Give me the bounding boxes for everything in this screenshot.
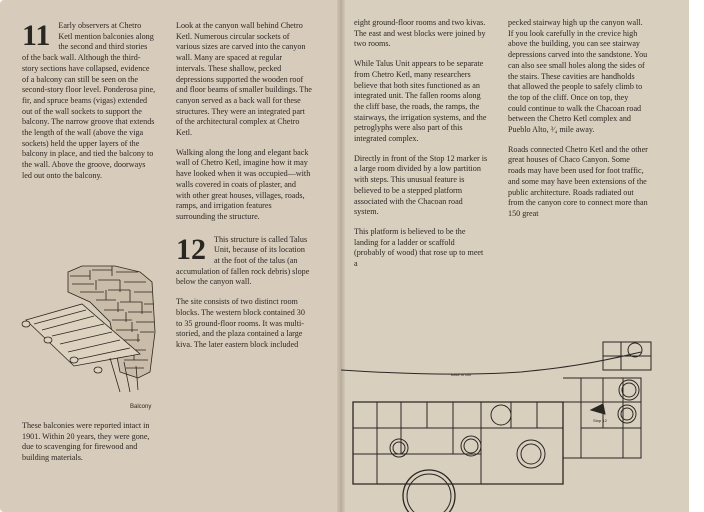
stop-12-map-label: Stop 12	[593, 418, 607, 423]
stop-12-intro	[176, 232, 312, 289]
stop-11-intro	[22, 21, 156, 182]
column-2	[176, 21, 312, 360]
stepped-platform-text: Directly in front of the Stop 12 marker is a large room divided by a low partition with steps. This unusual feature is believed to be a stepped platform associated with the Chacoan road system.	[354, 153, 488, 217]
column-1	[22, 21, 156, 191]
balconies-gone-text: These balconies were reported intact in 1901. Within 20 years, they were gone, due to scavenging for firewood and building materials.	[22, 421, 150, 463]
balcony-text: Early observers at Chetro Ketl mention balconies along the second and third stories of the back wall. Although the third-story sections have collapsed, evidence of a balcony can still be seen on the second-story floor level. Ponderosa pine, fir, and spruce beams (vigas) extended out of the wall sockets to support the balcony. The narrow groove that extends the length of the wall (above the viga sockets) held the upper layers of the balcony in place, and tied the balcony to the wall. Above the groove, doorways led out onto the balcony.	[22, 21, 156, 180]
column-3	[354, 18, 488, 279]
canyon-wall-text: Look at the canyon wall behind Chetro Ketl. Numerous circular sockets of various sizes are carved into the canyon wall. Many are spaced at regular intervals. These shallow, pecked depressions supported the wooden roof and floor beams of smaller buildings. The canyon served as a back wall for these structures. They were an integrated part of the architectural complex at Chetro Ketl.	[176, 21, 312, 138]
balcony-illustration	[20, 262, 160, 397]
back-wall-text: Walking along the long and elegant back wall of Chetro Ketl, imagine how it may have looked when it was occupied—with walls covered in coats of plaster, and with other great houses, villages, roads, ramps, and irrigation features surrounding the structure.	[176, 147, 311, 221]
column-4	[508, 18, 648, 229]
talus-unit-site-plan	[341, 318, 689, 512]
talus-unit-text: This structure is called Talus Unit, because of its location at the foot of the talus (an accumulation of fallen rock debris) slope below the canyon wall.	[176, 234, 310, 287]
balcony-caption: Balcony	[130, 404, 152, 410]
ladder-landing-text: This platform is believed to be the landing for a ladder or scaffold (probably of wood) that rose up to meet a	[354, 226, 484, 269]
page-edge	[689, 0, 704, 512]
cliff-label: base of cliff	[451, 372, 472, 377]
pecked-stairway-text: pecked stairway high up the canyon wall. If you look carefully in the crevice high above the building, you can see stairway depressions carved into the sandstone. You can also see small holes along the sides of the stairs. These cavities are handholds that allowed the people to safely climb to the top of the cliff. Once on top, they could continue to walk the Chacoan road between the Chetro Ketl complex and Pueblo Alto, ³⁄₄ mile away.	[508, 18, 648, 135]
room-blocks-text: The site consists of two distinct room blocks. The western block contained 30 to 35 ground-floor rooms. It was multi-storied, and the plaza contained a large kiva. The later eastern block included	[176, 297, 305, 349]
roads-text: Roads connected Chetro Ketl and the other great houses of Chaco Canyon. Some roads may have been used for foot traffic, and some may have been extensions of the public architecture. Roads radiated out from the canyon core to connect more than 150 great	[508, 144, 648, 218]
integrated-unit-text: While Talus Unit appears to be separate from Chetro Ketl, many researchers believe that both sites functioned as an integrated unit. The fallen rooms along the cliff base, the roads, the ramps, the stairways, the irrigation systems, and the petroglyphs were also part of this integrated complex.	[354, 59, 487, 144]
east-block-text: eight ground-floor rooms and two kivas. The east and west blocks were joined by two rooms.	[354, 18, 486, 49]
column-1-lower	[22, 421, 156, 473]
stop-number-12: 12	[176, 232, 206, 266]
stop-number-11: 11	[22, 19, 51, 52]
